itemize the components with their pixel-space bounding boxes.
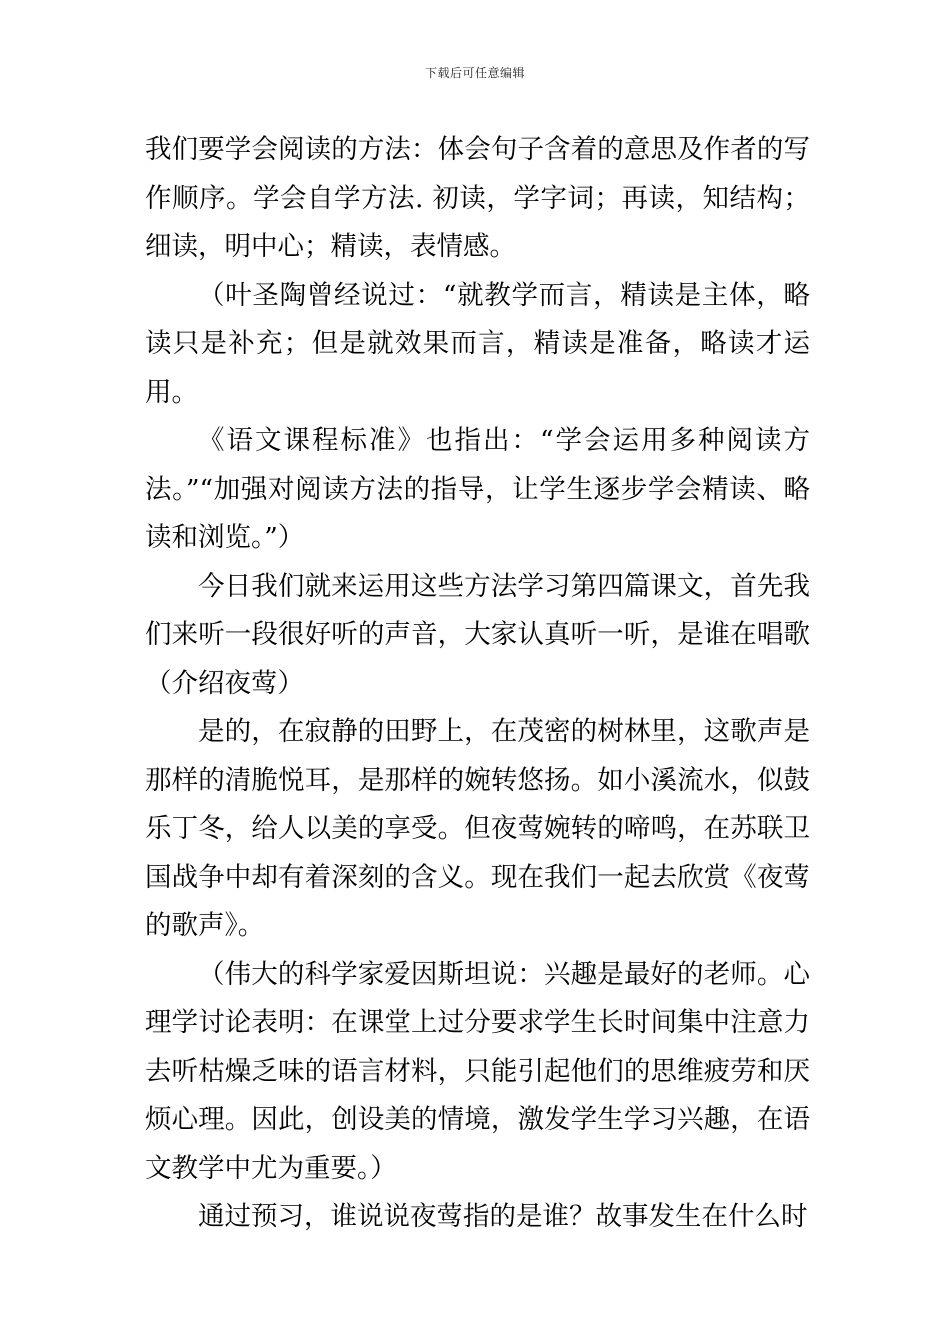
paragraph-einstein-interest: （伟大的科学家爱因斯坦说：兴趣是最好的老师。心理学讨论表明：在课堂上过分要求学生长时间集中注意力去听枯燥乏味的语言材料，只能引起他们的思维疲劳和厌烦心理。因此，创设美的情境，激发学生学习兴趣，在语文教学中尤为重要。） xyxy=(145,958,810,1184)
paragraph-ye-shengtao-quote: （叶圣陶曾经说过：“就教学而言，精读是主体，略读只是补充；但是就效果而言，精读是准备，略读才运用。 xyxy=(145,279,810,408)
paragraph-nightingale-song: 是的，在寂静的田野上，在茂密的树林里，这歌声是那样的清脆悦耳，是那样的婉转悠扬。如小溪流水，似鼓乐丁冬，给人以美的享受。但夜莺婉转的啼鸣，在苏联卫国战争中却有着深刻的含义。现在我们一起去欣赏《夜莺的歌声》。 xyxy=(145,716,810,941)
paragraph-curriculum-standard: 《语文课程标准》也指出：“学会运用多种阅读方法。”“加强对阅读方法的指导，让学生逐步学会精读、略读和浏览。”） xyxy=(145,425,810,553)
paragraph-preview-question: 通过预习，谁说说夜莺指的是谁？故事发生在什么时 xyxy=(198,1201,808,1232)
paragraph-reading-methods: 我们要学会阅读的方法：体会句子含着的意思及作者的写作顺序。学会自学方法. 初读，学字词；再读，知结构；细读，明中心；精读，表情感。 xyxy=(145,134,810,262)
paragraph-lesson-intro: 今日我们就来运用这些方法学习第四篇课文，首先我们来听一段很好听的声音，大家认真听一听，是谁在唱歌（介绍夜莺） xyxy=(145,570,810,699)
document-body xyxy=(145,126,810,1242)
page-header: 下载后可任意编辑 xyxy=(424,66,525,80)
